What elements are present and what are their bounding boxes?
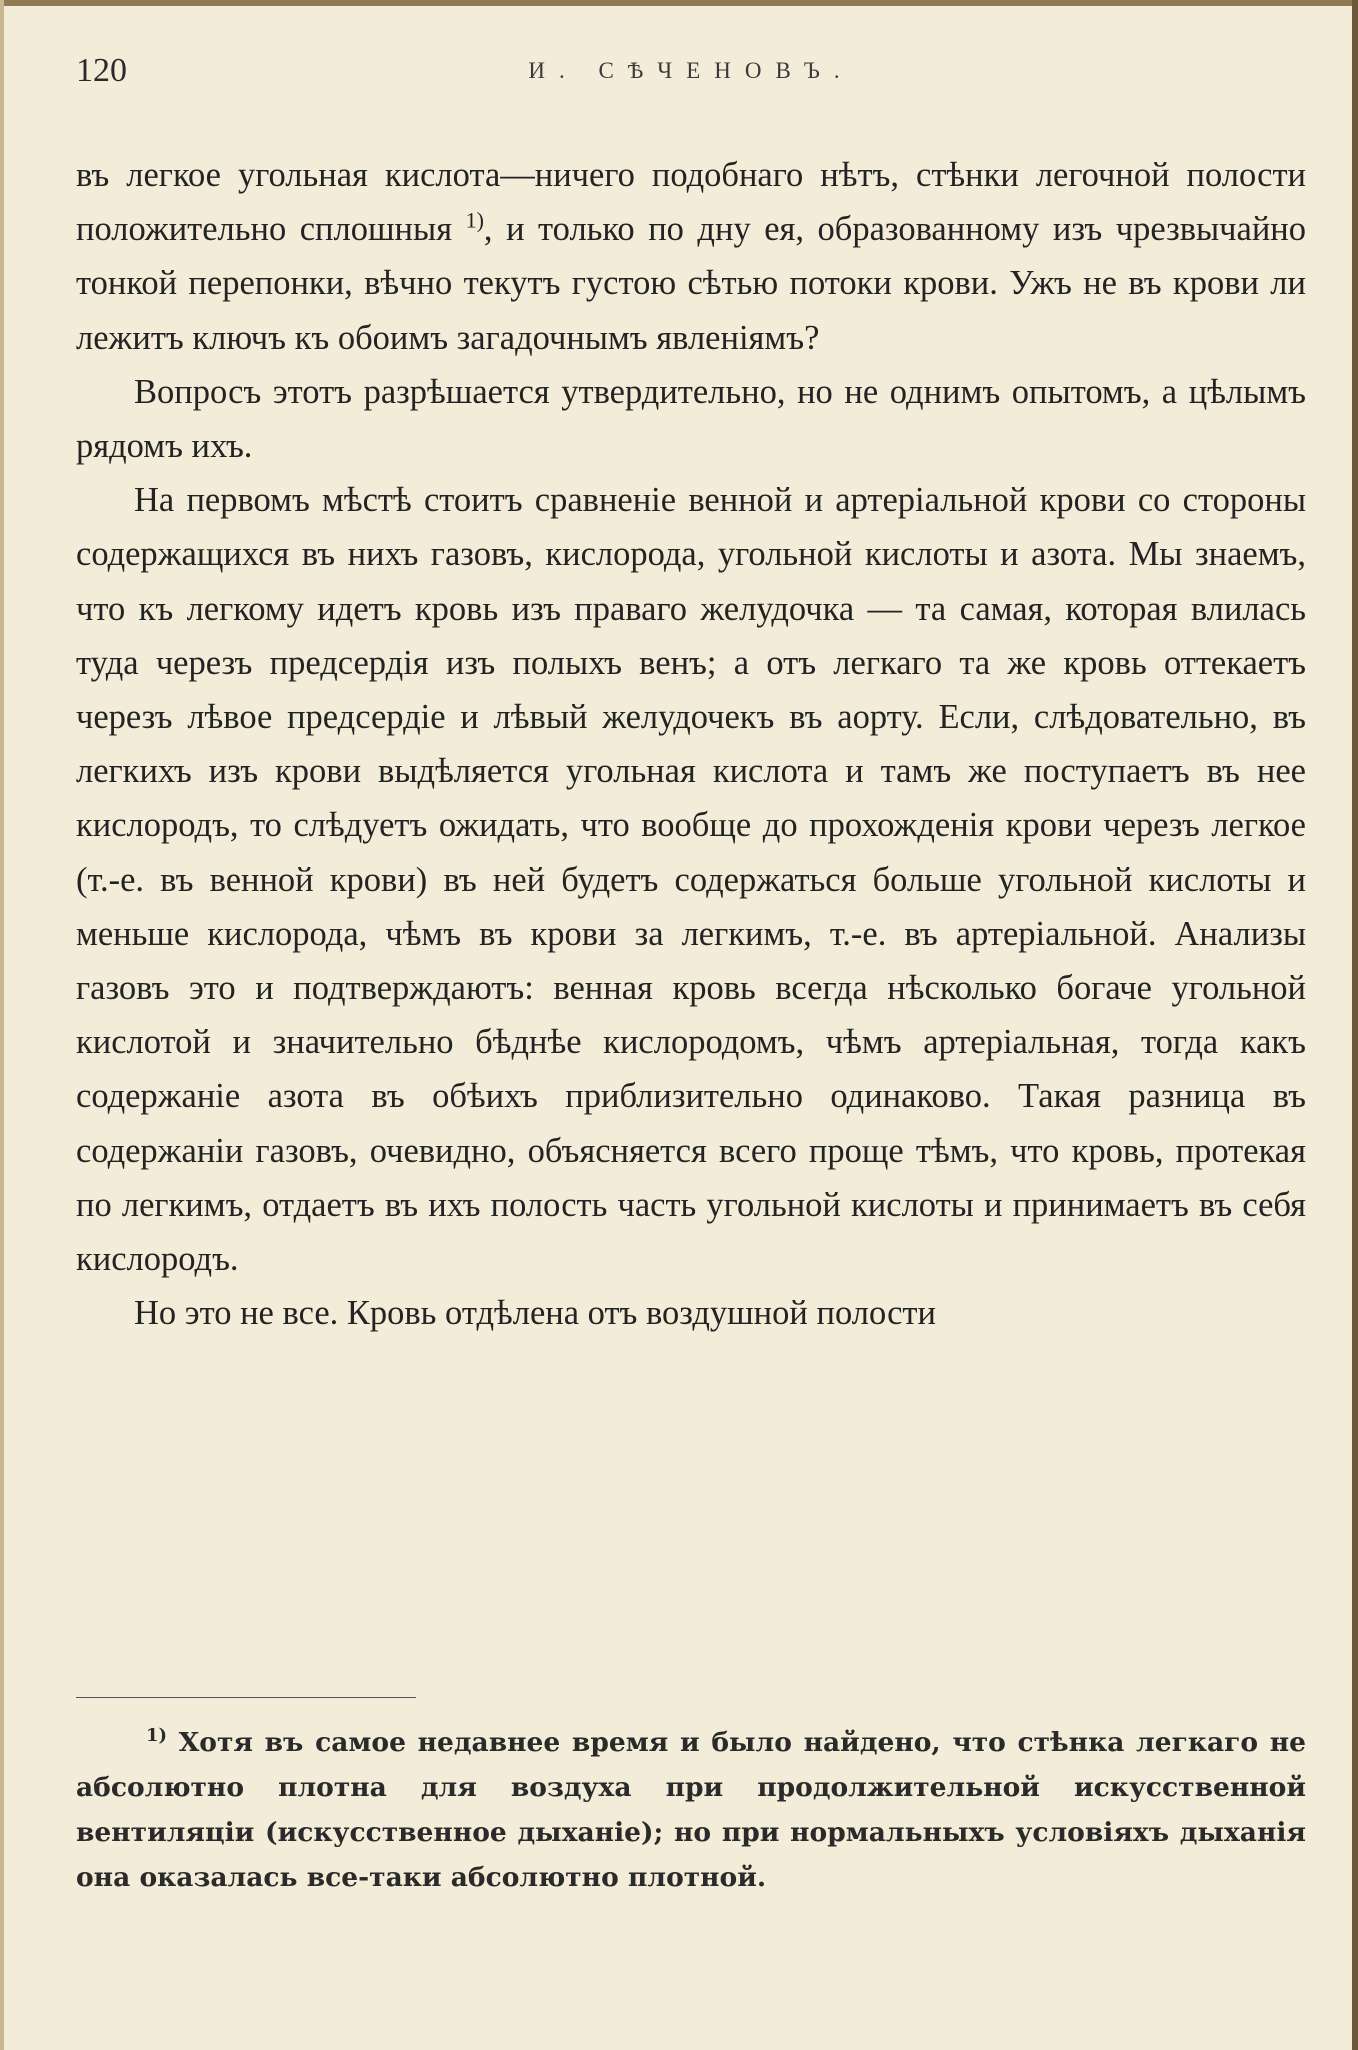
page-left-edge: [0, 0, 4, 2050]
page-number: 120: [76, 52, 127, 89]
footnote: [76, 1720, 1306, 1900]
running-head: И. СѢЧЕНОВЪ.: [528, 58, 854, 83]
footnote-text: Хотя въ самое недавнее время и было найдено, что стѣнка легкаго не абсолютно плотна для воздуха при продолжительной искусственной вентиляціи (искусственное дыханіе); но при нормальныхъ условіяхъ дыханія она оказалась все-таки абсолютно плотной.: [76, 1727, 1306, 1893]
paragraph-1-text: въ легкое угольная кислота—ничего подобнаго нѣтъ, стѣнки легочной полости положительно сплошныя: [76, 156, 1306, 249]
paragraph-1: [76, 148, 1306, 365]
paragraph-2: Вопросъ этотъ разрѣшается утвердительно, но не однимъ опытомъ, а цѣлымъ рядомъ ихъ.: [76, 372, 1306, 466]
body-text: [76, 148, 1306, 1340]
paragraph-4: Но это не все. Кровь отдѣлена отъ воздушной полости: [134, 1294, 936, 1333]
footnote-reference[interactable]: 1): [465, 207, 484, 233]
page-right-edge: [1352, 0, 1358, 2050]
footnote-marker: 1): [146, 1725, 168, 1747]
paragraph-1-tail: , и только по дну ея, образованному изъ чрезвычайно тонкой перепонки, вѣчно текутъ густою сѣтью потоки крови. Ужъ не въ крови ли лежитъ ключъ къ обоимъ загадочнымъ явленіямъ?: [76, 210, 1307, 357]
page-top-edge: [0, 0, 1358, 6]
paragraph-3: На первомъ мѣстѣ стоитъ сравненіе венной и артеріальной крови со стороны содержащихся въ нихъ газовъ, кислорода, угольной кислоты и азота. Мы знаемъ, что къ легкому идетъ кровь изъ праваго желудочка — та самая, которая влилась туда черезъ предсердія изъ полыхъ венъ; а отъ легкаго та же кровь оттекаетъ черезъ лѣвое предсердіе и лѣвый желудочекъ въ аорту. Если, слѣдовательно, въ легкихъ изъ крови выдѣляется угольная кислота и тамъ же поступаетъ въ нее кислородъ, то слѣдуетъ ожидать, что вообще до прохожденія крови черезъ легкое (т.-е. въ венной крови) въ ней будетъ содержаться больше угольной кислоты и меньше кислорода, чѣмъ въ крови за легкимъ, т.-е. въ артеріальной. Анализы газовъ это и подтверждаютъ: венная кровь всегда нѣсколько богаче угольной кислотой и значительно бѣднѣе кислородомъ, чѣмъ артеріальная, тогда какъ содержаніе азота въ обѣихъ приблизительно одинаково. Такая разница въ содержаніи газовъ, очевидно, объясняется всего проще тѣмъ, что кровь, протекая по легкимъ, отдаетъ въ ихъ полость часть угольной кислоты и принимаетъ въ себя кислородъ.: [76, 481, 1306, 1279]
page-header: [76, 52, 1306, 102]
footnote-divider: [76, 1697, 416, 1698]
